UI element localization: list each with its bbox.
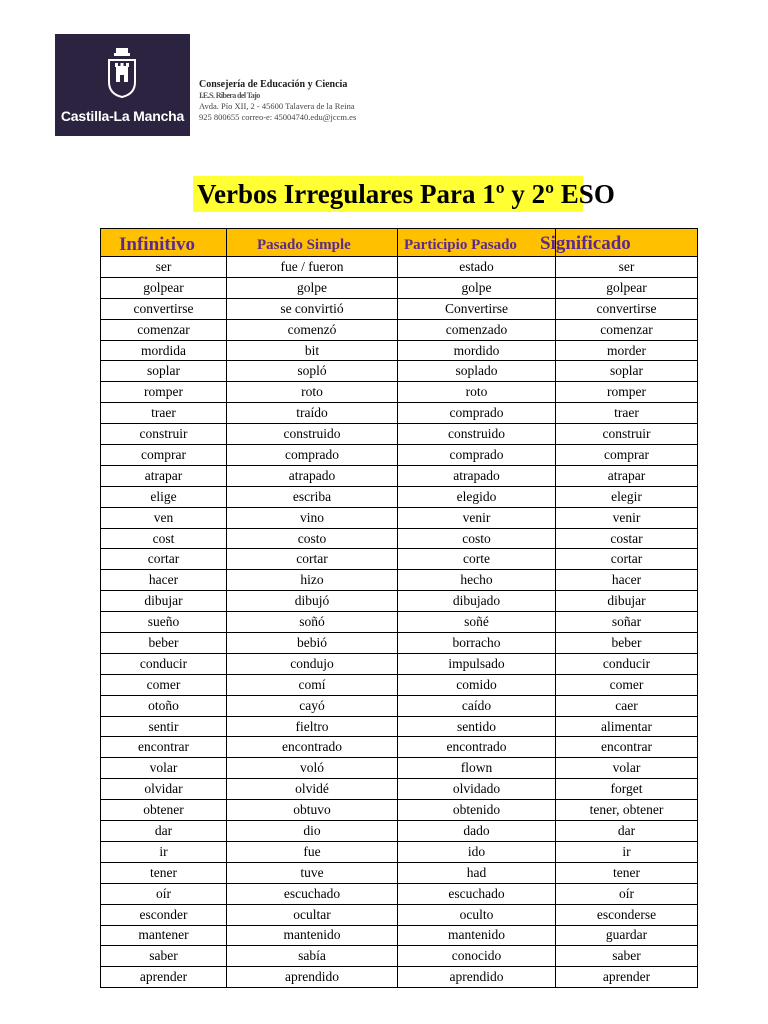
column-header-significado: Significado bbox=[556, 229, 698, 257]
past-participle-cell: dado bbox=[398, 821, 556, 842]
table-row bbox=[101, 841, 698, 862]
meaning-cell: tener bbox=[556, 862, 698, 883]
meaning-cell: caer bbox=[556, 695, 698, 716]
table-row bbox=[101, 883, 698, 904]
meaning-cell: conducir bbox=[556, 653, 698, 674]
past-participle-cell: mantenido bbox=[398, 925, 556, 946]
past-simple-cell: dibujó bbox=[227, 591, 398, 612]
infinitive-cell: sentir bbox=[101, 716, 227, 737]
infinitive-cell: construir bbox=[101, 424, 227, 445]
infinitive-cell: cortar bbox=[101, 549, 227, 570]
page-title: Verbos Irregulares Para 1º y 2º ESO bbox=[193, 176, 619, 212]
castle-shield-icon bbox=[107, 48, 137, 98]
meaning-cell: aprender bbox=[556, 967, 698, 988]
org-department: Consejería de Educación y Ciencia bbox=[199, 79, 348, 90]
infinitive-cell: ir bbox=[101, 841, 227, 862]
past-participle-cell: sentido bbox=[398, 716, 556, 737]
meaning-cell: dar bbox=[556, 821, 698, 842]
table-row bbox=[101, 633, 698, 654]
past-simple-cell: construido bbox=[227, 424, 398, 445]
meaning-cell: dibujar bbox=[556, 591, 698, 612]
meaning-cell: guardar bbox=[556, 925, 698, 946]
past-simple-cell: obtuvo bbox=[227, 800, 398, 821]
meaning-cell: oír bbox=[556, 883, 698, 904]
table-row bbox=[101, 570, 698, 591]
institution-logo bbox=[55, 34, 190, 136]
meaning-cell: elegir bbox=[556, 486, 698, 507]
table-row bbox=[101, 653, 698, 674]
org-contact: 925 800655 correo-e: 45004740.edu@jccm.es bbox=[199, 112, 357, 122]
table-row bbox=[101, 925, 698, 946]
meaning-cell: esconderse bbox=[556, 904, 698, 925]
meaning-cell: tener, obtener bbox=[556, 800, 698, 821]
table-row bbox=[101, 904, 698, 925]
past-participle-cell: caído bbox=[398, 695, 556, 716]
past-simple-cell: condujo bbox=[227, 653, 398, 674]
past-participle-cell: comprado bbox=[398, 403, 556, 424]
table-row bbox=[101, 737, 698, 758]
meaning-cell: ser bbox=[556, 257, 698, 278]
past-simple-cell: soñó bbox=[227, 612, 398, 633]
past-simple-cell: costo bbox=[227, 528, 398, 549]
past-simple-cell: sopló bbox=[227, 361, 398, 382]
table-row bbox=[101, 946, 698, 967]
meaning-cell: beber bbox=[556, 633, 698, 654]
infinitive-cell: comprar bbox=[101, 445, 227, 466]
column-header-participio-pasado: Participio Pasado bbox=[398, 229, 556, 257]
meaning-cell: volar bbox=[556, 758, 698, 779]
table-header-row bbox=[101, 229, 698, 257]
logo-text: Castilla-La Mancha bbox=[60, 108, 185, 124]
organization-info bbox=[199, 79, 356, 123]
infinitive-cell: otoño bbox=[101, 695, 227, 716]
infinitive-cell: cost bbox=[101, 528, 227, 549]
column-header-infinitivo: Infinitivo bbox=[101, 229, 227, 257]
meaning-cell: forget bbox=[556, 779, 698, 800]
infinitive-cell: olvidar bbox=[101, 779, 227, 800]
past-participle-cell: construido bbox=[398, 424, 556, 445]
past-simple-cell: atrapado bbox=[227, 465, 398, 486]
table-row bbox=[101, 862, 698, 883]
infinitive-cell: comer bbox=[101, 674, 227, 695]
past-simple-cell: traído bbox=[227, 403, 398, 424]
table-row bbox=[101, 612, 698, 633]
infinitive-cell: traer bbox=[101, 403, 227, 424]
infinitive-cell: hacer bbox=[101, 570, 227, 591]
past-simple-cell: se convirtió bbox=[227, 298, 398, 319]
meaning-cell: convertirse bbox=[556, 298, 698, 319]
infinitive-cell: sueño bbox=[101, 612, 227, 633]
past-participle-cell: borracho bbox=[398, 633, 556, 654]
past-participle-cell: oculto bbox=[398, 904, 556, 925]
column-header-pasado-simple: Pasado Simple bbox=[227, 229, 398, 257]
meaning-cell: comenzar bbox=[556, 319, 698, 340]
past-simple-cell: aprendido bbox=[227, 967, 398, 988]
meaning-cell: soplar bbox=[556, 361, 698, 382]
table-row bbox=[101, 800, 698, 821]
past-simple-cell: roto bbox=[227, 382, 398, 403]
infinitive-cell: encontrar bbox=[101, 737, 227, 758]
meaning-cell: ir bbox=[556, 841, 698, 862]
table-row bbox=[101, 465, 698, 486]
past-participle-cell: conocido bbox=[398, 946, 556, 967]
infinitive-cell: golpear bbox=[101, 277, 227, 298]
past-simple-cell: comprado bbox=[227, 445, 398, 466]
infinitive-cell: oír bbox=[101, 883, 227, 904]
past-simple-cell: vino bbox=[227, 507, 398, 528]
past-participle-cell: golpe bbox=[398, 277, 556, 298]
meaning-cell: atrapar bbox=[556, 465, 698, 486]
past-simple-cell: comenzó bbox=[227, 319, 398, 340]
meaning-cell: construir bbox=[556, 424, 698, 445]
past-simple-cell: ocultar bbox=[227, 904, 398, 925]
infinitive-cell: soplar bbox=[101, 361, 227, 382]
past-participle-cell: olvidado bbox=[398, 779, 556, 800]
infinitive-cell: dar bbox=[101, 821, 227, 842]
past-participle-cell: comprado bbox=[398, 445, 556, 466]
past-simple-cell: fue / fueron bbox=[227, 257, 398, 278]
table-row bbox=[101, 424, 698, 445]
infinitive-cell: ser bbox=[101, 257, 227, 278]
table-row bbox=[101, 382, 698, 403]
past-participle-cell: Convertirse bbox=[398, 298, 556, 319]
meaning-cell: romper bbox=[556, 382, 698, 403]
past-simple-cell: voló bbox=[227, 758, 398, 779]
table-row bbox=[101, 549, 698, 570]
past-participle-cell: dibujado bbox=[398, 591, 556, 612]
past-simple-cell: escriba bbox=[227, 486, 398, 507]
meaning-cell: soñar bbox=[556, 612, 698, 633]
past-participle-cell: mordido bbox=[398, 340, 556, 361]
past-participle-cell: impulsado bbox=[398, 653, 556, 674]
meaning-cell: comer bbox=[556, 674, 698, 695]
infinitive-cell: convertirse bbox=[101, 298, 227, 319]
past-participle-cell: hecho bbox=[398, 570, 556, 591]
table-row bbox=[101, 257, 698, 278]
org-school: I.E.S. Ribera del Tajo bbox=[199, 91, 260, 100]
infinitive-cell: conducir bbox=[101, 653, 227, 674]
org-address: Avda. Pío XII, 2 - 45600 Talavera de la Reina bbox=[199, 101, 355, 111]
past-simple-cell: fue bbox=[227, 841, 398, 862]
infinitive-cell: comenzar bbox=[101, 319, 227, 340]
infinitive-cell: ven bbox=[101, 507, 227, 528]
past-participle-cell: had bbox=[398, 862, 556, 883]
past-simple-cell: bebió bbox=[227, 633, 398, 654]
past-participle-cell: comenzado bbox=[398, 319, 556, 340]
past-participle-cell: soplado bbox=[398, 361, 556, 382]
past-participle-cell: encontrado bbox=[398, 737, 556, 758]
table-row bbox=[101, 967, 698, 988]
past-participle-cell: atrapado bbox=[398, 465, 556, 486]
table-row bbox=[101, 695, 698, 716]
irregular-verbs-table bbox=[100, 228, 698, 988]
infinitive-cell: aprender bbox=[101, 967, 227, 988]
past-participle-cell: comido bbox=[398, 674, 556, 695]
past-simple-cell: comí bbox=[227, 674, 398, 695]
past-simple-cell: tuve bbox=[227, 862, 398, 883]
infinitive-cell: esconder bbox=[101, 904, 227, 925]
table-row bbox=[101, 277, 698, 298]
past-simple-cell: sabía bbox=[227, 946, 398, 967]
meaning-cell: morder bbox=[556, 340, 698, 361]
past-participle-cell: venir bbox=[398, 507, 556, 528]
infinitive-cell: beber bbox=[101, 633, 227, 654]
past-participle-cell: elegido bbox=[398, 486, 556, 507]
past-participle-cell: escuchado bbox=[398, 883, 556, 904]
past-participle-cell: soñé bbox=[398, 612, 556, 633]
past-simple-cell: hizo bbox=[227, 570, 398, 591]
infinitive-cell: tener bbox=[101, 862, 227, 883]
table-row bbox=[101, 298, 698, 319]
meaning-cell: comprar bbox=[556, 445, 698, 466]
past-simple-cell: mantenido bbox=[227, 925, 398, 946]
past-simple-cell: dio bbox=[227, 821, 398, 842]
past-simple-cell: fieltro bbox=[227, 716, 398, 737]
past-simple-cell: cayó bbox=[227, 695, 398, 716]
infinitive-cell: dibujar bbox=[101, 591, 227, 612]
past-participle-cell: corte bbox=[398, 549, 556, 570]
past-participle-cell: flown bbox=[398, 758, 556, 779]
past-simple-cell: bit bbox=[227, 340, 398, 361]
past-simple-cell: encontrado bbox=[227, 737, 398, 758]
infinitive-cell: elige bbox=[101, 486, 227, 507]
infinitive-cell: atrapar bbox=[101, 465, 227, 486]
meaning-cell: traer bbox=[556, 403, 698, 424]
table-row bbox=[101, 821, 698, 842]
table-row bbox=[101, 403, 698, 424]
infinitive-cell: obtener bbox=[101, 800, 227, 821]
table-row bbox=[101, 716, 698, 737]
meaning-cell: cortar bbox=[556, 549, 698, 570]
past-participle-cell: aprendido bbox=[398, 967, 556, 988]
past-participle-cell: ido bbox=[398, 841, 556, 862]
infinitive-cell: saber bbox=[101, 946, 227, 967]
table-row bbox=[101, 445, 698, 466]
meaning-cell: saber bbox=[556, 946, 698, 967]
past-participle-cell: costo bbox=[398, 528, 556, 549]
past-participle-cell: estado bbox=[398, 257, 556, 278]
past-participle-cell: roto bbox=[398, 382, 556, 403]
meaning-cell: venir bbox=[556, 507, 698, 528]
meaning-cell: golpear bbox=[556, 277, 698, 298]
meaning-cell: alimentar bbox=[556, 716, 698, 737]
past-simple-cell: escuchado bbox=[227, 883, 398, 904]
infinitive-cell: mantener bbox=[101, 925, 227, 946]
table-row bbox=[101, 319, 698, 340]
meaning-cell: hacer bbox=[556, 570, 698, 591]
past-simple-cell: golpe bbox=[227, 277, 398, 298]
infinitive-cell: mordida bbox=[101, 340, 227, 361]
past-simple-cell: cortar bbox=[227, 549, 398, 570]
table-row bbox=[101, 674, 698, 695]
table-row bbox=[101, 361, 698, 382]
table-row bbox=[101, 340, 698, 361]
table-row bbox=[101, 591, 698, 612]
table-row bbox=[101, 528, 698, 549]
infinitive-cell: romper bbox=[101, 382, 227, 403]
table-row bbox=[101, 486, 698, 507]
meaning-cell: encontrar bbox=[556, 737, 698, 758]
table-row bbox=[101, 507, 698, 528]
past-participle-cell: obtenido bbox=[398, 800, 556, 821]
table-row bbox=[101, 779, 698, 800]
past-simple-cell: olvidé bbox=[227, 779, 398, 800]
infinitive-cell: volar bbox=[101, 758, 227, 779]
table-row bbox=[101, 758, 698, 779]
meaning-cell: costar bbox=[556, 528, 698, 549]
